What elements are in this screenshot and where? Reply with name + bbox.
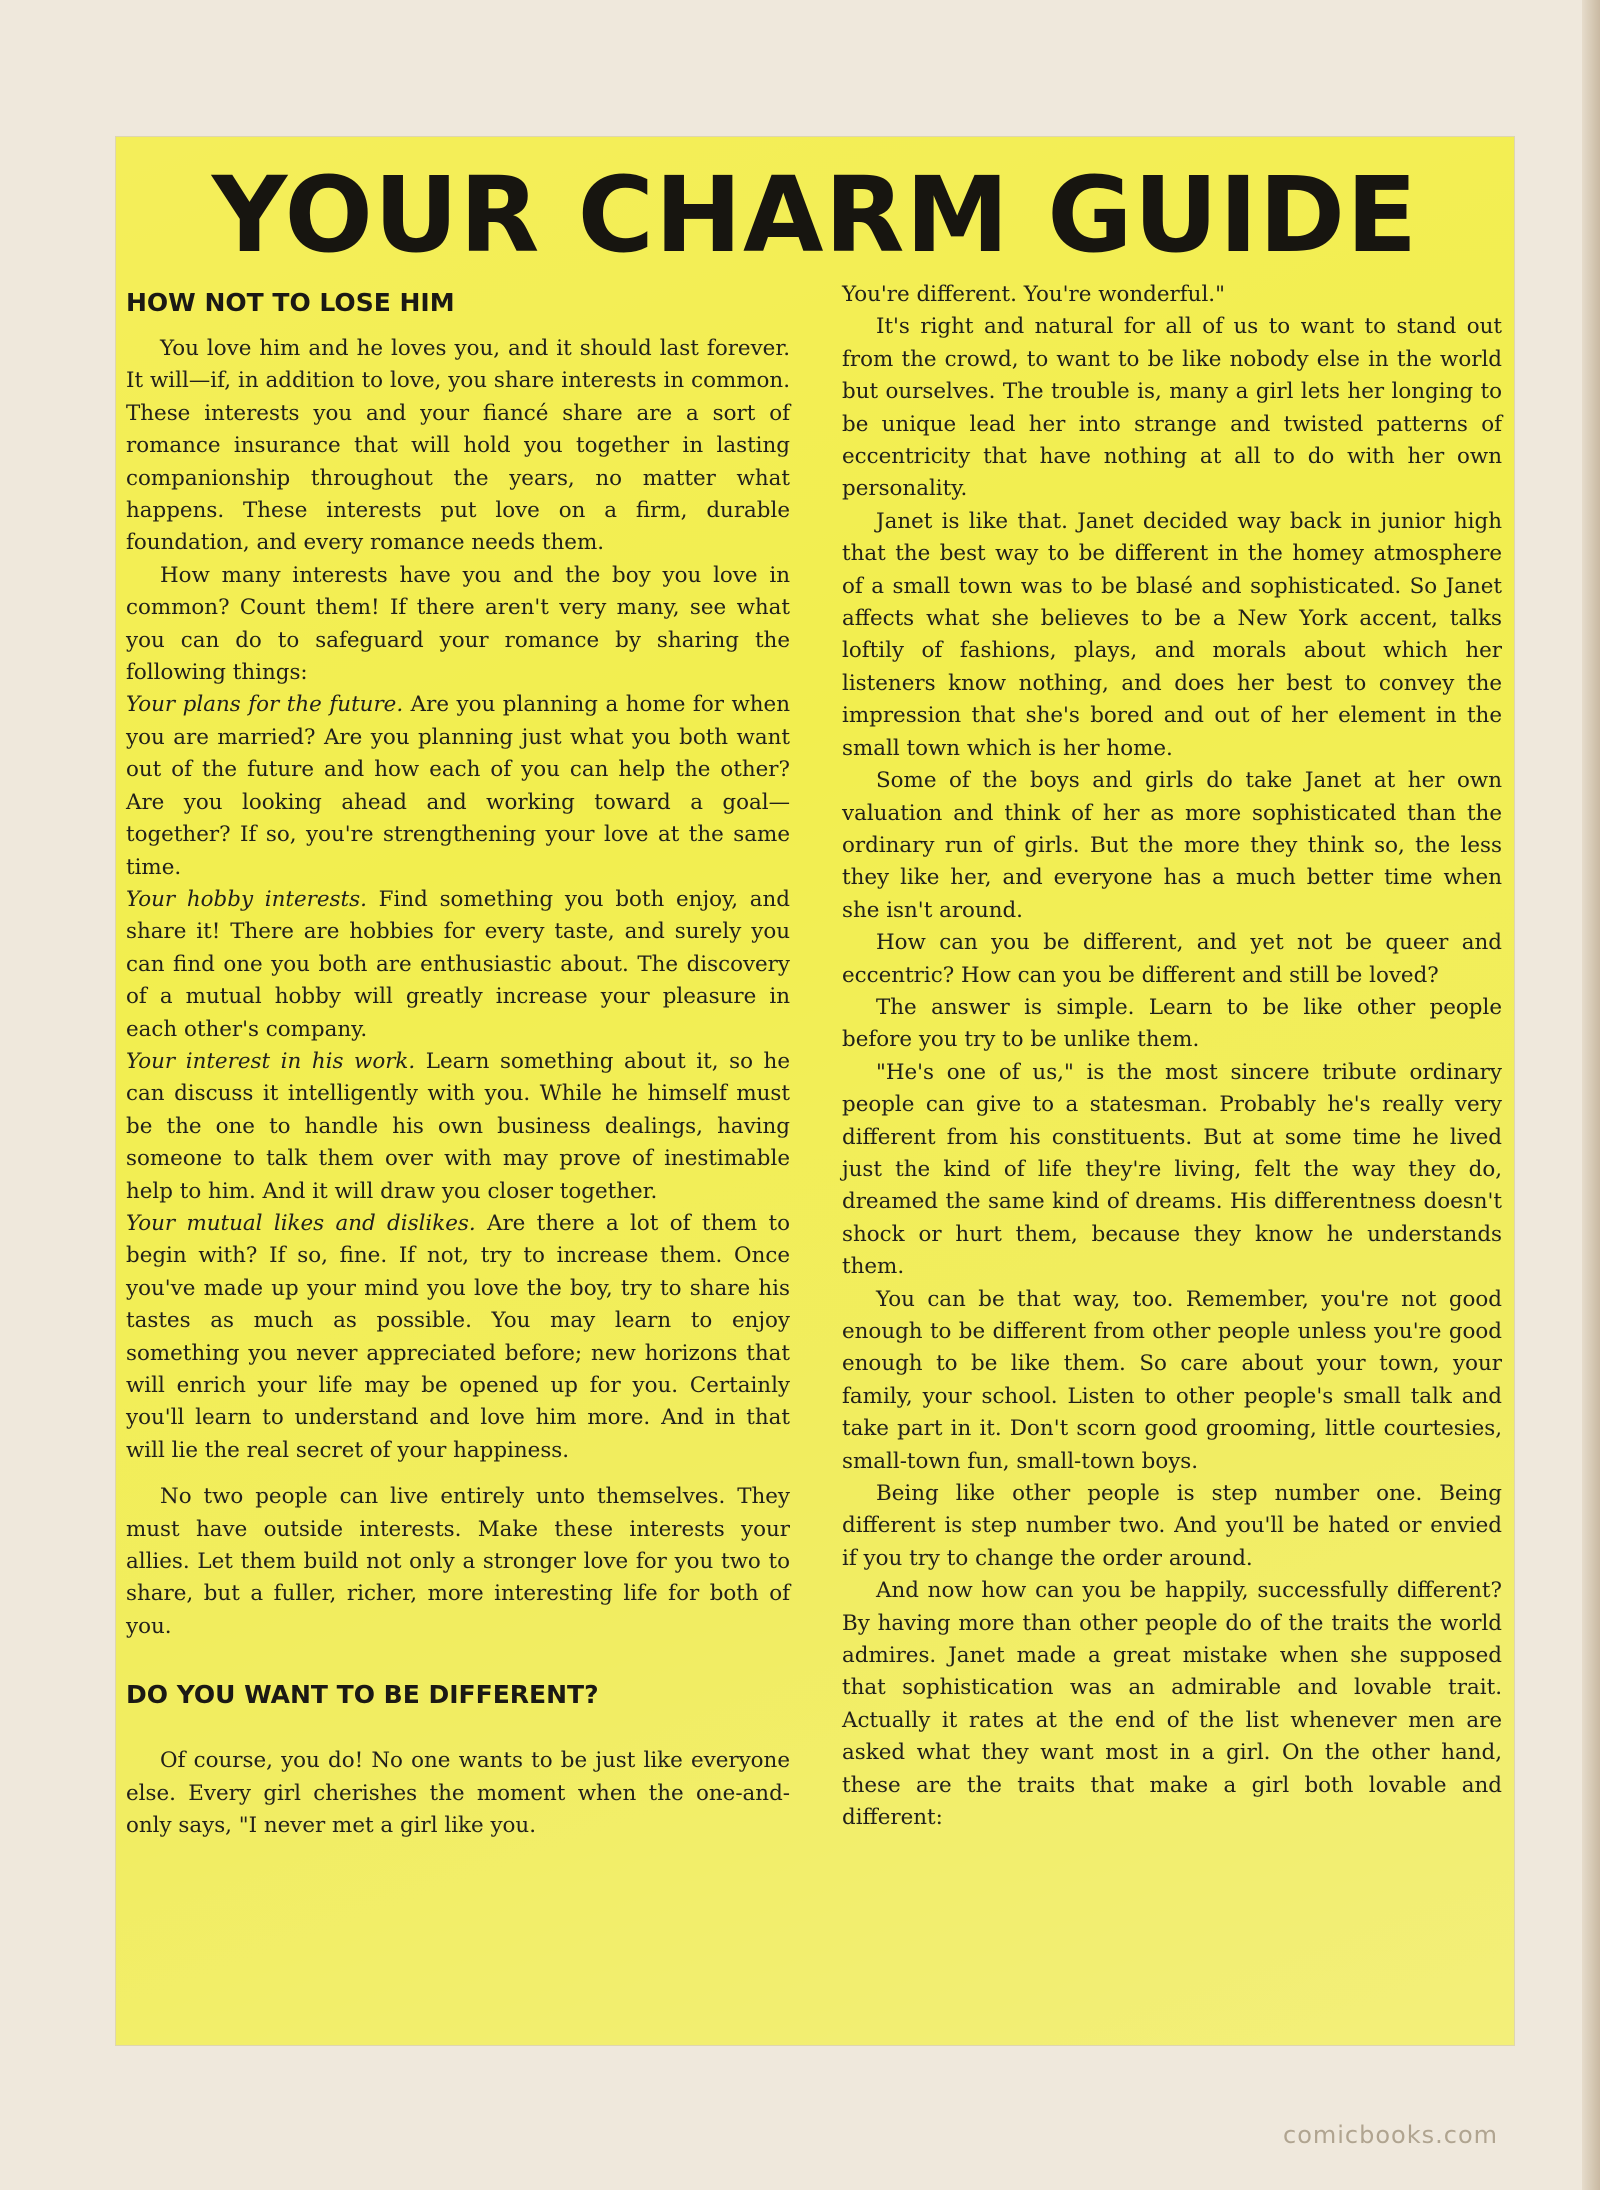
list-item	[126, 1208, 790, 1467]
paragraph: Some of the boys and girls do take Janet at her own valuation and think of her as more sophisticated than the ordinary run of girls. But the more they think so, the less they like her, and everyone has a much better time when she isn't around.	[842, 768, 1502, 923]
left-column	[126, 285, 790, 1842]
paragraph: You love him and he loves you, and it should last forever. It will—if, in addition to love, you share interests in common. These interests you and your fiancé share are a sort of romance insurance that will hold you together in lasting companionship throughout the years, no matter what happens. These interests put love on a firm, durable foundation, and every romance needs them.	[126, 336, 790, 556]
list-item	[126, 689, 790, 883]
paragraph: You're different. You're wonderful."	[842, 282, 1225, 307]
list-item-lead: Your plans for the future.	[126, 692, 404, 718]
page-edge	[1582, 0, 1600, 2190]
list-item-text: Find something you both enjoy, and share it! There are hobbies for every taste, and surely you can find one you both are enthusiastic about. The discovery of a mutual hobby will greatly increase your pleasure in each other's company.	[126, 886, 790, 1042]
list-item-lead: Your interest in his work.	[126, 1048, 416, 1074]
watermark: comicbooks.com	[1283, 2121, 1499, 2149]
list-item-text: Learn something about it, so he can discuss it intelligently with you. While he himself must be the one to handle his own business dealings, having someone to talk them over with may prove of inestimable help to him. And it will draw you closer together.	[126, 1048, 790, 1204]
page-title: YOUR CHARM GUIDE	[211, 154, 1419, 276]
list-item-lead: Your hobby interests.	[126, 886, 367, 912]
list-item	[126, 1046, 790, 1208]
paragraph: It's right and natural for all of us to want to stand out from the crowd, to want to be like nobody else in the world but ourselves. The trouble is, many a girl lets her longing to be unique lead her into strange and twisted patterns of eccentricity that have nothing at all to do with her own personality.	[842, 314, 1502, 502]
paragraph: "He's one of us," is the most sincere tribute ordinary people can give to a statesman. Probably he's really very different from his constituents. But at some time he lived just the kind of life they're living, felt the way they do, dreamed the same kind of dreams. His differentness doesn't shock or hurt them, because they know he understands them.	[842, 1059, 1502, 1280]
list-item-text: Are there a lot of them to begin with? If so, fine. If not, try to increase them. Once you've made up your mind you love the boy, try to share his tastes as much as possible. You may learn to enjoy something you never appreciated before; new horizons that will enrich your life may be opened up for you. Certainly you'll learn to understand and love him more. And in that will lie the real secret of your happiness.	[126, 1210, 790, 1463]
list-item-text: Are you planning a home for when you are married? Are you planning just what you both want out of the future and how each of you can help the other? Are you looking ahead and working toward a goal—together? If so, you're strengthening your love at the same time.	[126, 692, 790, 880]
list-item-lead: Your mutual likes and dislikes.	[126, 1210, 476, 1236]
section-heading-how-not-to-lose-him: HOW NOT TO LOSE HIM	[126, 288, 455, 317]
paragraph: How can you be different, and yet not be queer and eccentric? How can you be different and still be loved?	[842, 930, 1502, 988]
charm-guide-panel	[116, 137, 1514, 2045]
section-heading-do-you-want-to-be-different: DO YOU WANT TO BE DIFFERENT?	[126, 1680, 599, 1710]
paragraph: And now how can you be happily, successfully different? By having more than other people do of the traits the world admires. Janet made a great mistake when she supposed that sophistication was an admirable and lovable trait. Actually it rates at the end of the list whenever men are asked what they want most in a girl. On the other hand, these are the traits that make a girl both lovable and different:	[842, 1578, 1502, 1831]
list-item	[126, 884, 790, 1046]
paragraph: How many interests have you and the boy you love in common? Count them! If there aren't very many, see what you can do to safeguard your romance by sharing the following things:	[126, 562, 790, 686]
paragraph: Being like other people is step number one. Being different is step number two. And you'll be hated or envied if you try to change the order around.	[842, 1481, 1502, 1571]
paragraph: Janet is like that. Janet decided way back in junior high that the best way to be different in the homey atmosphere of a small town was to be blasé and sophisticated. So Janet affects what she believes to be a New York accent, talks loftily of fashions, plays, and morals about which her listeners know nothing, and does her best to convey the impression that she's bored and out of her element in the small town which is her home.	[842, 508, 1502, 761]
right-column	[842, 279, 1502, 1835]
paragraph: You can be that way, too. Remember, you're not good enough to be different from other people unless you're good enough to be like them. So care about your town, your family, your school. Listen to other people's small talk and take part in it. Don't scorn good grooming, little courtesies, small-town fun, small-town boys.	[842, 1286, 1502, 1474]
paragraph: No two people can live entirely unto themselves. They must have outside interests. Make these interests your allies. Let them build not only a stronger love for you two to share, but a fuller, richer, more interesting life for both of you.	[126, 1484, 790, 1639]
paragraph: The answer is simple. Learn to be like other people before you try to be unlike them.	[842, 994, 1502, 1053]
paragraph: Of course, you do! No one wants to be just like everyone else. Every girl cherishes the moment when the one-and-only says, "I never met a girl like you.	[126, 1748, 790, 1839]
